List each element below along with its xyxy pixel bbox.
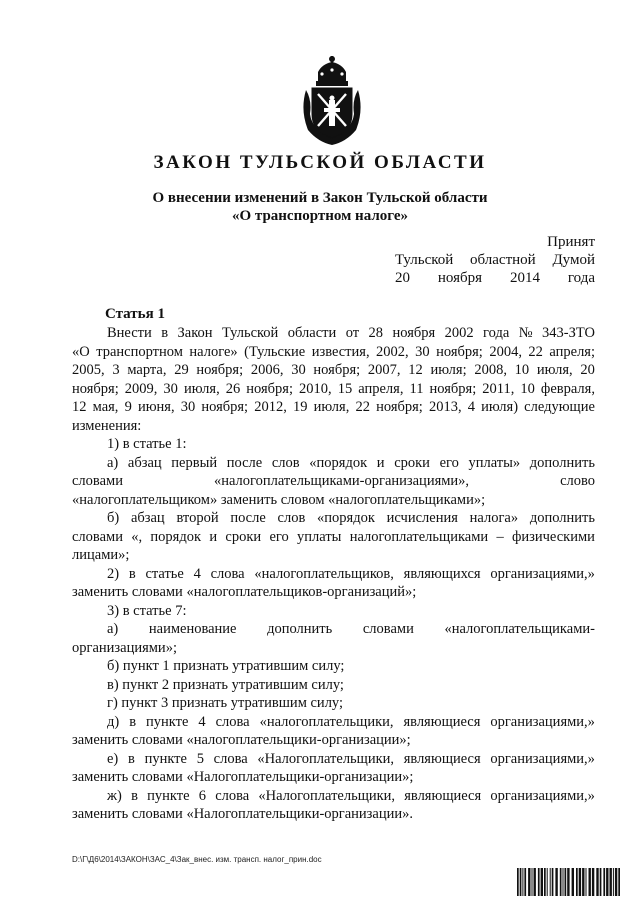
article-word: организациями,» (490, 713, 595, 730)
article-word: а) (107, 621, 119, 637)
article-word: 4 (193, 565, 201, 582)
article-word: налога» (469, 510, 519, 526)
article-line (72, 454, 595, 473)
article-word: дополнить (529, 454, 595, 471)
article-word: налоге» (189, 343, 238, 360)
article-word: слова (213, 750, 248, 767)
article-word: 20 (580, 362, 595, 378)
adopted-label: Принят (547, 234, 595, 250)
article-word: организациями,» (490, 565, 595, 582)
article-word: 2004, (489, 343, 522, 360)
barcode-bar (603, 868, 605, 896)
barcode-bar (589, 868, 591, 896)
article-word: 2002 (444, 325, 474, 341)
adopted-by-word: областной (470, 252, 536, 268)
article-line (72, 472, 595, 491)
barcode-bar (528, 868, 530, 896)
article-word: ноября; (201, 399, 249, 415)
article-word: «порядок (317, 510, 375, 526)
article-word: словами (72, 473, 123, 489)
file-path-footer: D:\Г\Д6\2014\ЗАКОН\ЗАС_4\Зак_внес. изм. трансп. налог_прин.doc (72, 855, 322, 864)
article-word: слова (215, 713, 250, 730)
article-word: Тульской (221, 325, 279, 341)
article-line: изменения: (72, 417, 142, 434)
article-word: статье (145, 565, 184, 582)
article-line: «налогоплательщиком» заменить словом «налогоплательщиками»; (72, 491, 486, 508)
article-word: ноября; (429, 380, 477, 397)
article-word: пункте (147, 787, 190, 804)
article-word: абзац (130, 510, 165, 526)
article-line: заменить словами «Налогоплательщики-организации»; (72, 769, 414, 785)
article-line: заменить словами «налогоплательщиков-организаций»; (72, 584, 417, 600)
barcode-bar (592, 868, 594, 896)
article-word: года (483, 325, 510, 341)
barcode-bar (538, 868, 540, 896)
article-word: ноября; (376, 399, 423, 415)
article-word: наименование (148, 621, 237, 637)
article-word: ноября; (436, 343, 483, 360)
article-word: 6 (198, 787, 206, 804)
article-word: д) (107, 713, 120, 730)
barcode-bar (567, 868, 569, 896)
article-line (72, 528, 595, 547)
article-line (72, 565, 595, 584)
barcode-bar (555, 868, 557, 896)
article-word: слов (271, 454, 300, 471)
adopted-year-word: года (567, 270, 595, 286)
article-word: апреля, (358, 380, 404, 397)
article-word: «налогоплательщики, (259, 713, 394, 730)
article-word: в (127, 750, 135, 767)
barcode-bar (600, 868, 602, 896)
article-word: следующие (524, 399, 595, 415)
article-line: г) пункт 3 признать утратившим силу; (107, 695, 344, 711)
article-word: 30 (180, 399, 196, 415)
article-word: налогоплательщиками (349, 528, 489, 545)
article-word: и (209, 528, 218, 545)
adopted-by-word: Тульской (395, 252, 454, 268)
article-word: Закон (177, 325, 213, 341)
article-word: 15 (337, 380, 353, 397)
article-word: слово (560, 473, 595, 489)
article-word: уплаты» (468, 454, 521, 471)
barcode-bar (576, 868, 578, 896)
article-word: сроки (225, 528, 262, 545)
article-body (72, 324, 595, 824)
article-word: «Налогоплательщики, (257, 750, 395, 767)
article-word: 5 (196, 750, 204, 767)
article-line (72, 324, 595, 343)
article-word: 30 (415, 343, 430, 360)
article-word: июля) (481, 399, 519, 415)
article-word: второй (176, 510, 219, 526)
article-word: в (128, 565, 136, 582)
article-word: словами (362, 621, 414, 637)
article-word: 30 (163, 380, 178, 397)
article-word: являющиеся (404, 787, 482, 804)
barcode-bar (520, 868, 522, 896)
article-word: «налогоплательщиками- (444, 621, 595, 637)
article-word: пункте (146, 713, 189, 730)
article-word: 2010, (299, 380, 332, 397)
article-word: «Налогоплательщики, (258, 787, 396, 804)
article-word: являющихся (403, 565, 481, 582)
article-word: его (439, 454, 459, 471)
article-word: 10 (520, 380, 535, 397)
article-word: первый (171, 454, 218, 471)
article-word: транспортном (96, 343, 183, 360)
article-word: 2012, (254, 399, 287, 415)
article-line (72, 361, 595, 380)
article-word: 2011, (482, 380, 515, 397)
article-word: июля; (430, 362, 467, 378)
adopted-month: ноября (437, 270, 483, 286)
barcode-bar (552, 868, 554, 896)
article-word: Внести (107, 325, 152, 341)
article-word: «О (72, 343, 90, 360)
subtitle-line-2: «О транспортном налоге» (231, 208, 409, 224)
adopted-day: 20 (395, 270, 410, 286)
barcode-bar (613, 868, 614, 896)
subtitle-line-1: О внесении изменений в Закон Тульской области (152, 190, 488, 206)
article-word: 2002, (376, 343, 409, 360)
article-word: его (269, 528, 289, 545)
article-line (72, 620, 595, 639)
barcode-bar (560, 868, 562, 896)
article-word: являющиеся (403, 713, 481, 730)
barcode-bar (550, 868, 551, 896)
barcode-bar (534, 868, 536, 896)
article-line: организациями»; (72, 639, 177, 656)
barcode-bar (596, 868, 598, 896)
article-line (72, 787, 595, 806)
article-word: 26 (225, 380, 241, 397)
barcode-bar (610, 868, 612, 896)
barcode-bar (565, 868, 567, 896)
barcode-icon (517, 868, 621, 896)
article-word: от (345, 325, 360, 341)
article-word: «, (131, 528, 143, 545)
article-line: заменить словами «налогоплательщики-организации»; (72, 732, 411, 748)
barcode-bar (582, 868, 584, 896)
article-line (72, 509, 595, 528)
article-line (72, 750, 595, 769)
article-word: слов (277, 510, 306, 526)
article-word: ноября (392, 325, 436, 341)
article-word: № (518, 325, 533, 341)
barcode-bar (618, 868, 620, 896)
article-word: «порядок (309, 454, 368, 471)
barcode-bar (586, 868, 587, 896)
article-word: порядок (150, 528, 202, 545)
article-word: 4 (467, 399, 475, 415)
article-word: 4 (198, 713, 206, 730)
article-word: известия, (311, 343, 370, 360)
article-heading: Статья 1 (105, 306, 165, 322)
article-line: лицами»; (72, 547, 130, 563)
article-word: 28 (368, 325, 384, 341)
article-word: марта, (127, 362, 167, 378)
article-line: 3) в статье 7: (107, 602, 187, 619)
article-line: заменить словами «Налогоплательщики-организации». (72, 806, 414, 822)
article-word: 12 (408, 362, 423, 378)
article-word: являющиеся (403, 750, 481, 767)
article-word: «налогоплательщиков, (254, 565, 394, 582)
article-word: слова (210, 565, 245, 582)
adopted-date (395, 270, 595, 287)
barcode-bar (541, 868, 543, 896)
article-word: после (226, 454, 263, 471)
article-word: после (230, 510, 266, 526)
article-word: июля, (313, 399, 350, 415)
barcode-bar (615, 868, 617, 896)
tula-coat-of-arms-icon (296, 54, 368, 146)
article-word: абзац (127, 454, 162, 471)
article-word: в (131, 787, 138, 804)
article-word: ноября; (72, 380, 119, 397)
article-word: в (161, 325, 169, 341)
article-word: сроки (394, 454, 430, 471)
article-line (72, 343, 595, 362)
article-word: словами (72, 528, 123, 545)
article-word: 11 (409, 380, 424, 397)
article-word: 30 (291, 362, 306, 378)
barcode-bar (517, 868, 519, 896)
article-word: уплаты (297, 528, 342, 545)
barcode-bar (606, 868, 608, 896)
law-title: ЗАКОН ТУЛЬСКОЙ ОБЛАСТИ (153, 152, 487, 173)
article-word: слова (215, 787, 250, 804)
barcode-bar (547, 868, 548, 896)
article-word: в (129, 713, 137, 730)
article-word: 29 (174, 362, 189, 378)
article-word: области (287, 325, 337, 341)
article-word: физическими (512, 528, 595, 545)
article-word: 2009, (124, 380, 158, 397)
article-word: 343-ЗТО (542, 325, 595, 341)
adopted-by-word: Думой (552, 252, 595, 268)
barcode-bar (579, 868, 581, 896)
article-line (72, 713, 595, 732)
article-word: февраля, (540, 380, 595, 397)
article-word: дополнить (267, 621, 333, 637)
article-word: (Тульские (244, 343, 306, 360)
barcode-bar (572, 868, 574, 896)
article-word: ж) (107, 787, 122, 804)
article-word: исчисления (386, 510, 458, 526)
article-word: 2006, (250, 362, 284, 378)
article-word: ноября; (246, 380, 294, 397)
article-word: организациями,» (490, 750, 595, 767)
article-word: и (376, 454, 385, 471)
article-word: 2005, (72, 362, 105, 378)
article-word: пункте (144, 750, 187, 767)
article-word: апреля; (549, 343, 595, 360)
article-line: в) пункт 2 признать утратившим силу; (107, 676, 344, 693)
article-word: 3 (112, 362, 120, 378)
article-word: 10 (514, 362, 530, 378)
article-word: ноября; (313, 362, 361, 378)
article-word: 2) (107, 565, 120, 582)
barcode-bar (532, 868, 533, 896)
barcode-bar (563, 868, 564, 896)
barcode-bar (524, 868, 526, 896)
article-word: организациями,» (490, 787, 595, 804)
article-word: б) (107, 510, 120, 526)
article-word: 22 (355, 399, 370, 415)
article-word: 2013, (428, 399, 462, 415)
article-word: 9 (124, 399, 132, 415)
adopted-year: 2014 (509, 270, 540, 286)
article-word: а) (107, 454, 119, 471)
article-word: июля, (183, 380, 220, 397)
article-word: 2008, (474, 362, 507, 378)
article-word: – (496, 528, 504, 545)
article-word: 22 (528, 343, 543, 360)
article-word: дополнить (529, 510, 595, 526)
article-line (72, 380, 595, 399)
adopted-by (395, 252, 595, 269)
article-word: мая, (92, 399, 119, 415)
article-word: 12 (72, 399, 87, 415)
barcode-bar (544, 868, 546, 896)
article-line: б) пункт 1 признать утратившим силу; (107, 658, 345, 674)
article-word: июля, (536, 362, 573, 378)
article-word: ноября; (196, 362, 244, 378)
article-word: июня, (137, 399, 175, 415)
article-word: 2007, (367, 362, 401, 378)
barcode-bar (522, 868, 523, 896)
article-word: 19 (292, 399, 308, 415)
article-line (72, 398, 595, 417)
article-word: «налогоплательщиками-организациями», (213, 473, 470, 489)
article-line: 1) в статье 1: (107, 436, 187, 452)
article-word: е) (107, 750, 119, 767)
